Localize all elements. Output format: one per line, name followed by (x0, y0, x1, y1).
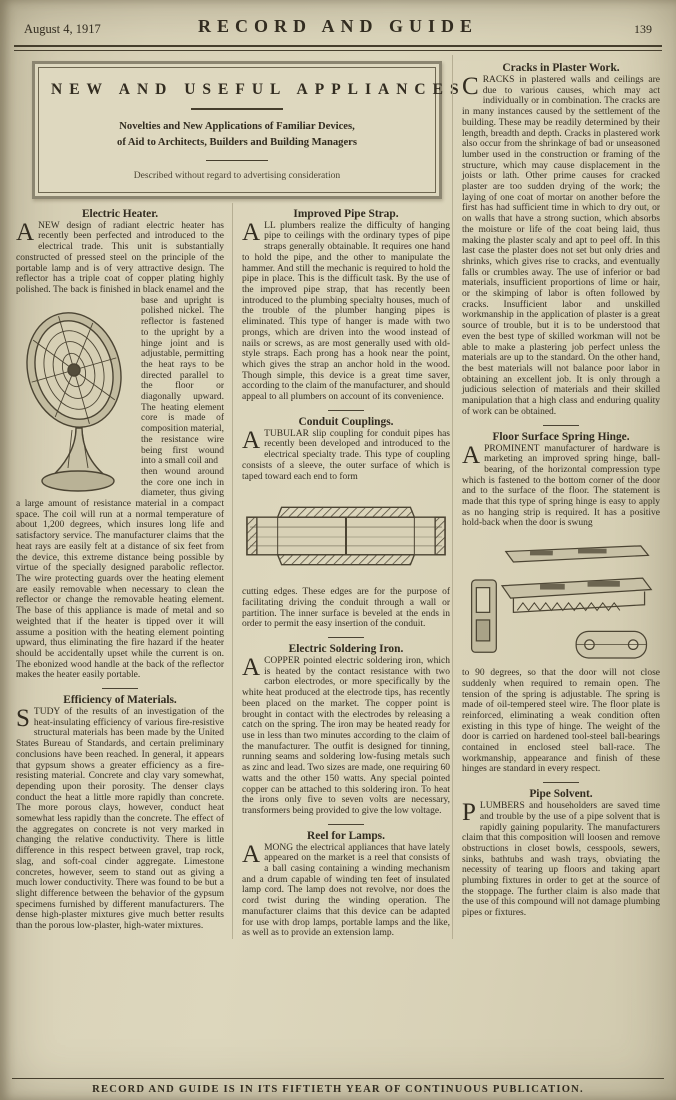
body-text: to 90 degrees, so that the door will not close suddenly when required to remain open. The tension of the spring is adjustable. The spring is made of oil-tempered steel wire. The floor plate is reinforced, eliminating a weak condition often existing in this type of hinge. The weight of the door is carried on hardened tool-steel ball-bearings contained in enclosed steel ball-race. The workmanship, appearance and finish of these hinges are standard in every respect. (462, 668, 660, 775)
article-body (462, 75, 660, 418)
electric-heater-figure (16, 298, 136, 496)
drop-cap: A (242, 218, 261, 246)
page-number: 139 (634, 22, 652, 36)
article-floor-surface-spring-hinge (462, 431, 660, 776)
article-improved-pipe-strap (242, 208, 450, 403)
drop-cap: A (242, 840, 261, 868)
article-body (242, 656, 450, 817)
article-pipe-solvent (462, 788, 660, 919)
article-body (462, 801, 660, 919)
column-3 (452, 55, 662, 939)
article-heading: Cracks in Plaster Work. (502, 62, 620, 74)
page-header (0, 0, 676, 42)
article-body (242, 218, 450, 403)
drop-cap: A (242, 426, 261, 454)
body-text: MONG the electrical appliances that have lately appeared on the market is a reel that consists of a ball casing containing a winding mechanism and a drum capable of winding ten feet of insulated lamp cord. The lamp does not revolve, nor does the cord twist during the winding operation. The manufacturer claims that this device can be adapted for use with drop lamps, portable lamps and the like, as well as to provide an extension lamp. (242, 842, 450, 939)
masthead-box-inner (38, 67, 466, 193)
drop-cap: P (462, 799, 476, 827)
masthead-subtitle-line2: of Aid to Architects, Builders and Building Managers (117, 136, 357, 148)
drop-cap: A (242, 654, 261, 682)
article-heading: Electric Soldering Iron. (288, 643, 404, 656)
article-conduit-couplings (242, 416, 450, 630)
article-heading: Reel for Lamps. (307, 829, 385, 842)
masthead-rule (191, 108, 283, 110)
drop-cap: A (462, 441, 481, 469)
article-heading: Electric Heater. (81, 207, 159, 220)
article-heading: Efficiency of Materials. (63, 694, 177, 707)
body-text: COPPER pointed electric soldering iron, which is heated by the contact resistance with two carbon electrodes, or more specifically by the white heat produced at the electrode tips, has recently been placed on the market. The copper point is brought in contact with the electrodes by releasing a catch on the spring. The iron may be heated ready for use in less than two minutes according to the claim of the manufacturer. The outfit is designed for tinning, running seams and soldering low-fusing metals such as zinc and lead. Two sizes are made, one requiring 60 watts and the other 150 watts. Any special pointed copper can be attached to this soldering iron. To heat the irons only five to seven volts are necessary, transformers being provided to give the low voltage. (242, 656, 450, 816)
body-text: then wound around the core one inch in diameter, thus giving a large amount of resistance material in a compact space. The coil will run at a normal temperature of about 1,200 degrees, which insures long life and satisfactory service. The manufacturer claims that the heat rays are easily felt at a distance of six feet from the device, this extreme distance being possible by virtue of the specially designed parabolic reflector. The wire protecting guards over the heating element are easily removable when necessary to clean the reflector or change the removable heating element. The base of this appliance is made of metal and so weighted that if the heater is tipped over it will assume a position with the heating element pointing upward, thus eliminating the fire hazard if the heater should be accidentally upset while the current is on. The ebonized wood handle at the back of the reflector makes the heater easily portable. (16, 466, 224, 681)
column-2 (232, 203, 452, 939)
masthead-box (32, 61, 466, 199)
body-text: NEW design of radiant electric heater has recently been perfected and introduced to the electrical trade. This unit is substantially constructed of pressed steel on the principle of the portable lamp and is of very attractive design. The reflector has a triple coat of copper plating highly polished. The back is finished in black enamel and the (16, 220, 224, 295)
article-electric-soldering-iron (242, 643, 450, 817)
body-text: cutting edges. These edges are for the purpose of facilitating driving the conduit through a wall or partition. The inner surface is beveled at the ends in order to permit the easy insertion of the conduit. (242, 587, 450, 630)
body-text: LL plumbers realize the difficulty of hanging pipe to ceilings with the ordinary types of pipe straps generally obtainable. It requires one hand to hold the pipe, and the other to manipulate the hammer. And still the mechanic is required to hold the pipe in place. This is the difficult task. By the use of the improved pipe strap, that has recently been introduced to the plumbing specialty houses, much of the trouble of the plumber hanging pipes is eliminated. This type of hanger is made with two prongs, which are driven into the wood instead of nails or screws, as are most generally used with old-style straps. Each prong has a hook near the point, which gives the strap an anchor hold in the wood. Though simple, this device is a great time saver, according to the claim of the manufacturer, and should appeal to all plumbers on account of its convenience. (242, 220, 450, 403)
article-separator (328, 824, 364, 825)
article-electric-heater (16, 208, 224, 681)
body-text: TUDY of the results of an investigation of the heat-insulating efficiency of various fire-resistive structural materials has been made by the United States Bureau of Standards, and certain preliminary conclusions have been reached. In general, it appears that gypsum shows a greater efficiency as a fire-resisting material. Concrete and clay vary somewhat, depending upon their porosity. The denser clays conduct the heat a little more rapidly than concrete. The more porous clays, however, conduct heat somewhat less rapidly than the concrete. The effect of the aggregates on concrete is not very marked in changing the relative conductivity. There is little difference in this respect between gravel, trap rock, slag, and soft-coal cinder aggregate. Limestone concretes, however, seem to stand out as giving a much lower conductivity. There was found to be but a slight difference between the behavior of the gypsum specimens furnished by different manufacturers. The dense high-plaster mixtures give much better results than the porous low-plaster, high-water mixtures. (16, 707, 224, 932)
journal-title: RECORD AND GUIDE (197, 16, 479, 36)
article-heading: Improved Pipe Strap. (293, 207, 399, 220)
article-separator (102, 688, 138, 689)
masthead-subtitle-line1: Novelties and New Applications of Familiar Devices, (119, 121, 355, 132)
drop-cap: S (16, 705, 30, 733)
masthead-tagline: Described without regard to advertising consideration (133, 169, 341, 181)
issue-date: August 4, 1917 (24, 22, 101, 36)
article-heading: Pipe Solvent. (529, 788, 593, 801)
spring-hinge-figure (464, 536, 654, 664)
left-section (14, 55, 466, 939)
article-heading: Conduit Couplings. (298, 415, 394, 428)
body-text: LUMBERS and householders are saved time and trouble by the use of a pipe solvent that is rapidly gaining popularity. The manufacturers claim that this composition will loosen and remove obstructions in closet bowls, cesspools, sewers, sinks, bathtubs and wash trays, obviating the necessity of tearing up floors and taking apart plumbing fixtures in order to get at the source of the stoppage. The further claim is also made that the use of this compound will not damage plumbing pipes or fixtures. (462, 801, 660, 919)
masthead-rule-2 (206, 160, 268, 161)
masthead-title: NEW AND USEFUL APPLIANCES (51, 81, 466, 98)
conduit-coupling-figure (242, 487, 450, 583)
column-1 (14, 203, 232, 939)
article-cracks-in-plaster-work (462, 62, 660, 418)
article-reel-for-lamps (242, 830, 450, 939)
article-body (16, 218, 224, 467)
drop-cap: A (16, 218, 35, 246)
body-text: TUBULAR slip coupling for conduit pipes has recently been developed and introduced to the electrical specialty trade. This type of coupling consists of a sleeve, the outer surface of which is taped toward each end to form (242, 428, 450, 482)
article-body (462, 441, 660, 530)
two-column-area (14, 203, 452, 939)
footer-slogan: RECORD AND GUIDE IS IN ITS FIFTIETH YEAR OF CONTINUOUS PUBLICATION. (12, 1078, 664, 1095)
body-text: RACKS in plastered walls and ceilings are due to various causes, which may act individually or in combination. The cracks are in many instances caused by the settlement of the building. These may be readily determined by their length, breadth and depth. Cracks in plastered work also occur from the shrinkage of bad or unseasoned lumber used in the construction or framing of the structure, which may cause displacement in the joists or lath. Other prime causes for cracked plaster are too sudden drying of the work; the laying of one coat of mortar on another before the first has had sufficient time in which to dry out, or on walls that have a strong suction, which absorbs the moisture or life of the coat being laid, thus making the plaster scaly and apt to peel off. In this last case the plaster does not set but only dries and shrinks, which gives rise to cracks, and eventually falls or crumbles away. The use of inferior or bad materials, insufficient proportions of lime or hair, or the skimping of labor is often followed by cracks. Insufficient labor and unskilled workmanship in the application of plaster is a great source of trouble, but it is to be understood that even the best type of skilled workman will not be able to make a plastering job perfect unless the materials are up to the standard. On the other hand, the best materials will not balance poor labor in obtaining an excellent job. It is only through a judicious selection of materials and their skilled manipulation that a high class and enduring quality of work can be obtained. (462, 75, 660, 417)
article-separator (328, 410, 364, 411)
drop-cap: C (462, 73, 479, 100)
content-area (0, 51, 676, 939)
article-separator (328, 637, 364, 638)
article-body (242, 840, 450, 939)
article-body (242, 426, 450, 483)
article-heading: Floor Surface Spring Hinge. (492, 430, 630, 443)
article-separator (543, 782, 579, 783)
body-text: PROMINENT manufacturer of hardware is marketing an improved spring hinge, ball-bearing, of the horizontal compression type which is fastened to the bottom corner of the door and to the surface of the floor. The statement is made that this type of spring hinge is easy to apply as no hanging strip is required. It has a positive hold-back when the door is swung (462, 443, 660, 529)
article-body (16, 707, 224, 932)
body-text: base and upright is polished nickel. The reflector is fastened to the upright by a hinge joint and is adjustable, permitting the heat rays to be directed parallel to the floor or diagonally upward. The heating element core is made of composition material, the resistance wire being first wound into a small coil and (141, 295, 224, 467)
article-separator (543, 425, 579, 426)
article-efficiency-of-materials (16, 694, 224, 932)
